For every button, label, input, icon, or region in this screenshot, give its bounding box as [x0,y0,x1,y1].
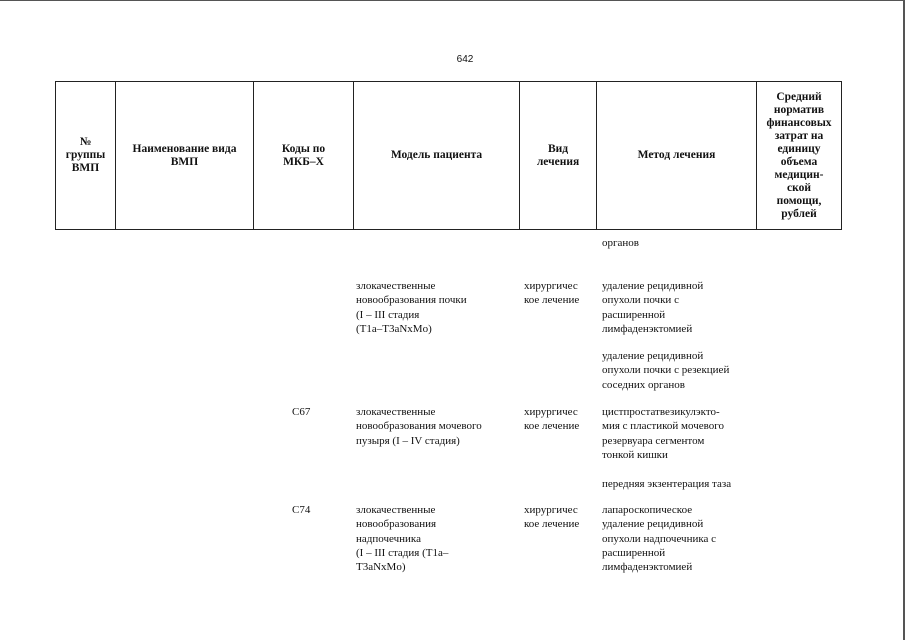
row3-patient-model: злокачественные новообразования надпочечника (I – III стадия (T1a– T3aNxMo) [356,504,449,574]
row2-icd-code: C67 [292,406,311,418]
method-continuation: органов [602,237,639,249]
row3-method-1: лапароскопическое удаление рецидивной опухоли надпочечника с расширенной лимфаденэктомией [602,504,717,574]
scan-edge-top [0,0,905,1]
table-header [55,81,842,232]
header-treatment-method: Метод лечения [596,81,756,230]
row2-method-2: передняя экзентерация таза [602,478,732,490]
header-treatment-type: Вид лечения [519,81,596,230]
header-vmp-name: Наименование вида ВМП [115,81,253,230]
page-number: 642 [456,54,474,65]
header-group-number: № группы ВМП [55,81,115,230]
row1-treatment-type: хирургичес кое лечение [524,280,580,307]
header-icd-codes: Коды по МКБ–Х [253,81,353,230]
row2-patient-model: злокачественные новообразования мочевого пузыря (I – IV стадия) [356,406,482,447]
row3-treatment-type: хирургичес кое лечение [524,504,580,531]
row1-patient-model: злокачественные новообразования почки (I – III стадия (T1a–T3aNxMo) [356,280,467,335]
header-patient-model: Модель пациента [353,81,519,230]
row2-treatment-type: хирургичес кое лечение [524,406,580,433]
row2-method-1: цистпростатвезикулэкто- мия с пластикой мочевого резервуара сегментом тонкой кишки [602,406,724,461]
row3-icd-code: C74 [292,504,311,516]
row1-method-1: удаление рецидивной опухоли почки с расширенной лимфаденэктомией [602,280,704,335]
header-average-cost: Средний норматив финансовых затрат на единицу объема медицин- ской помощи, рублей [756,81,842,230]
row1-method-2: удаление рецидивной опухоли почки с резекцией соседних органов [602,350,730,391]
